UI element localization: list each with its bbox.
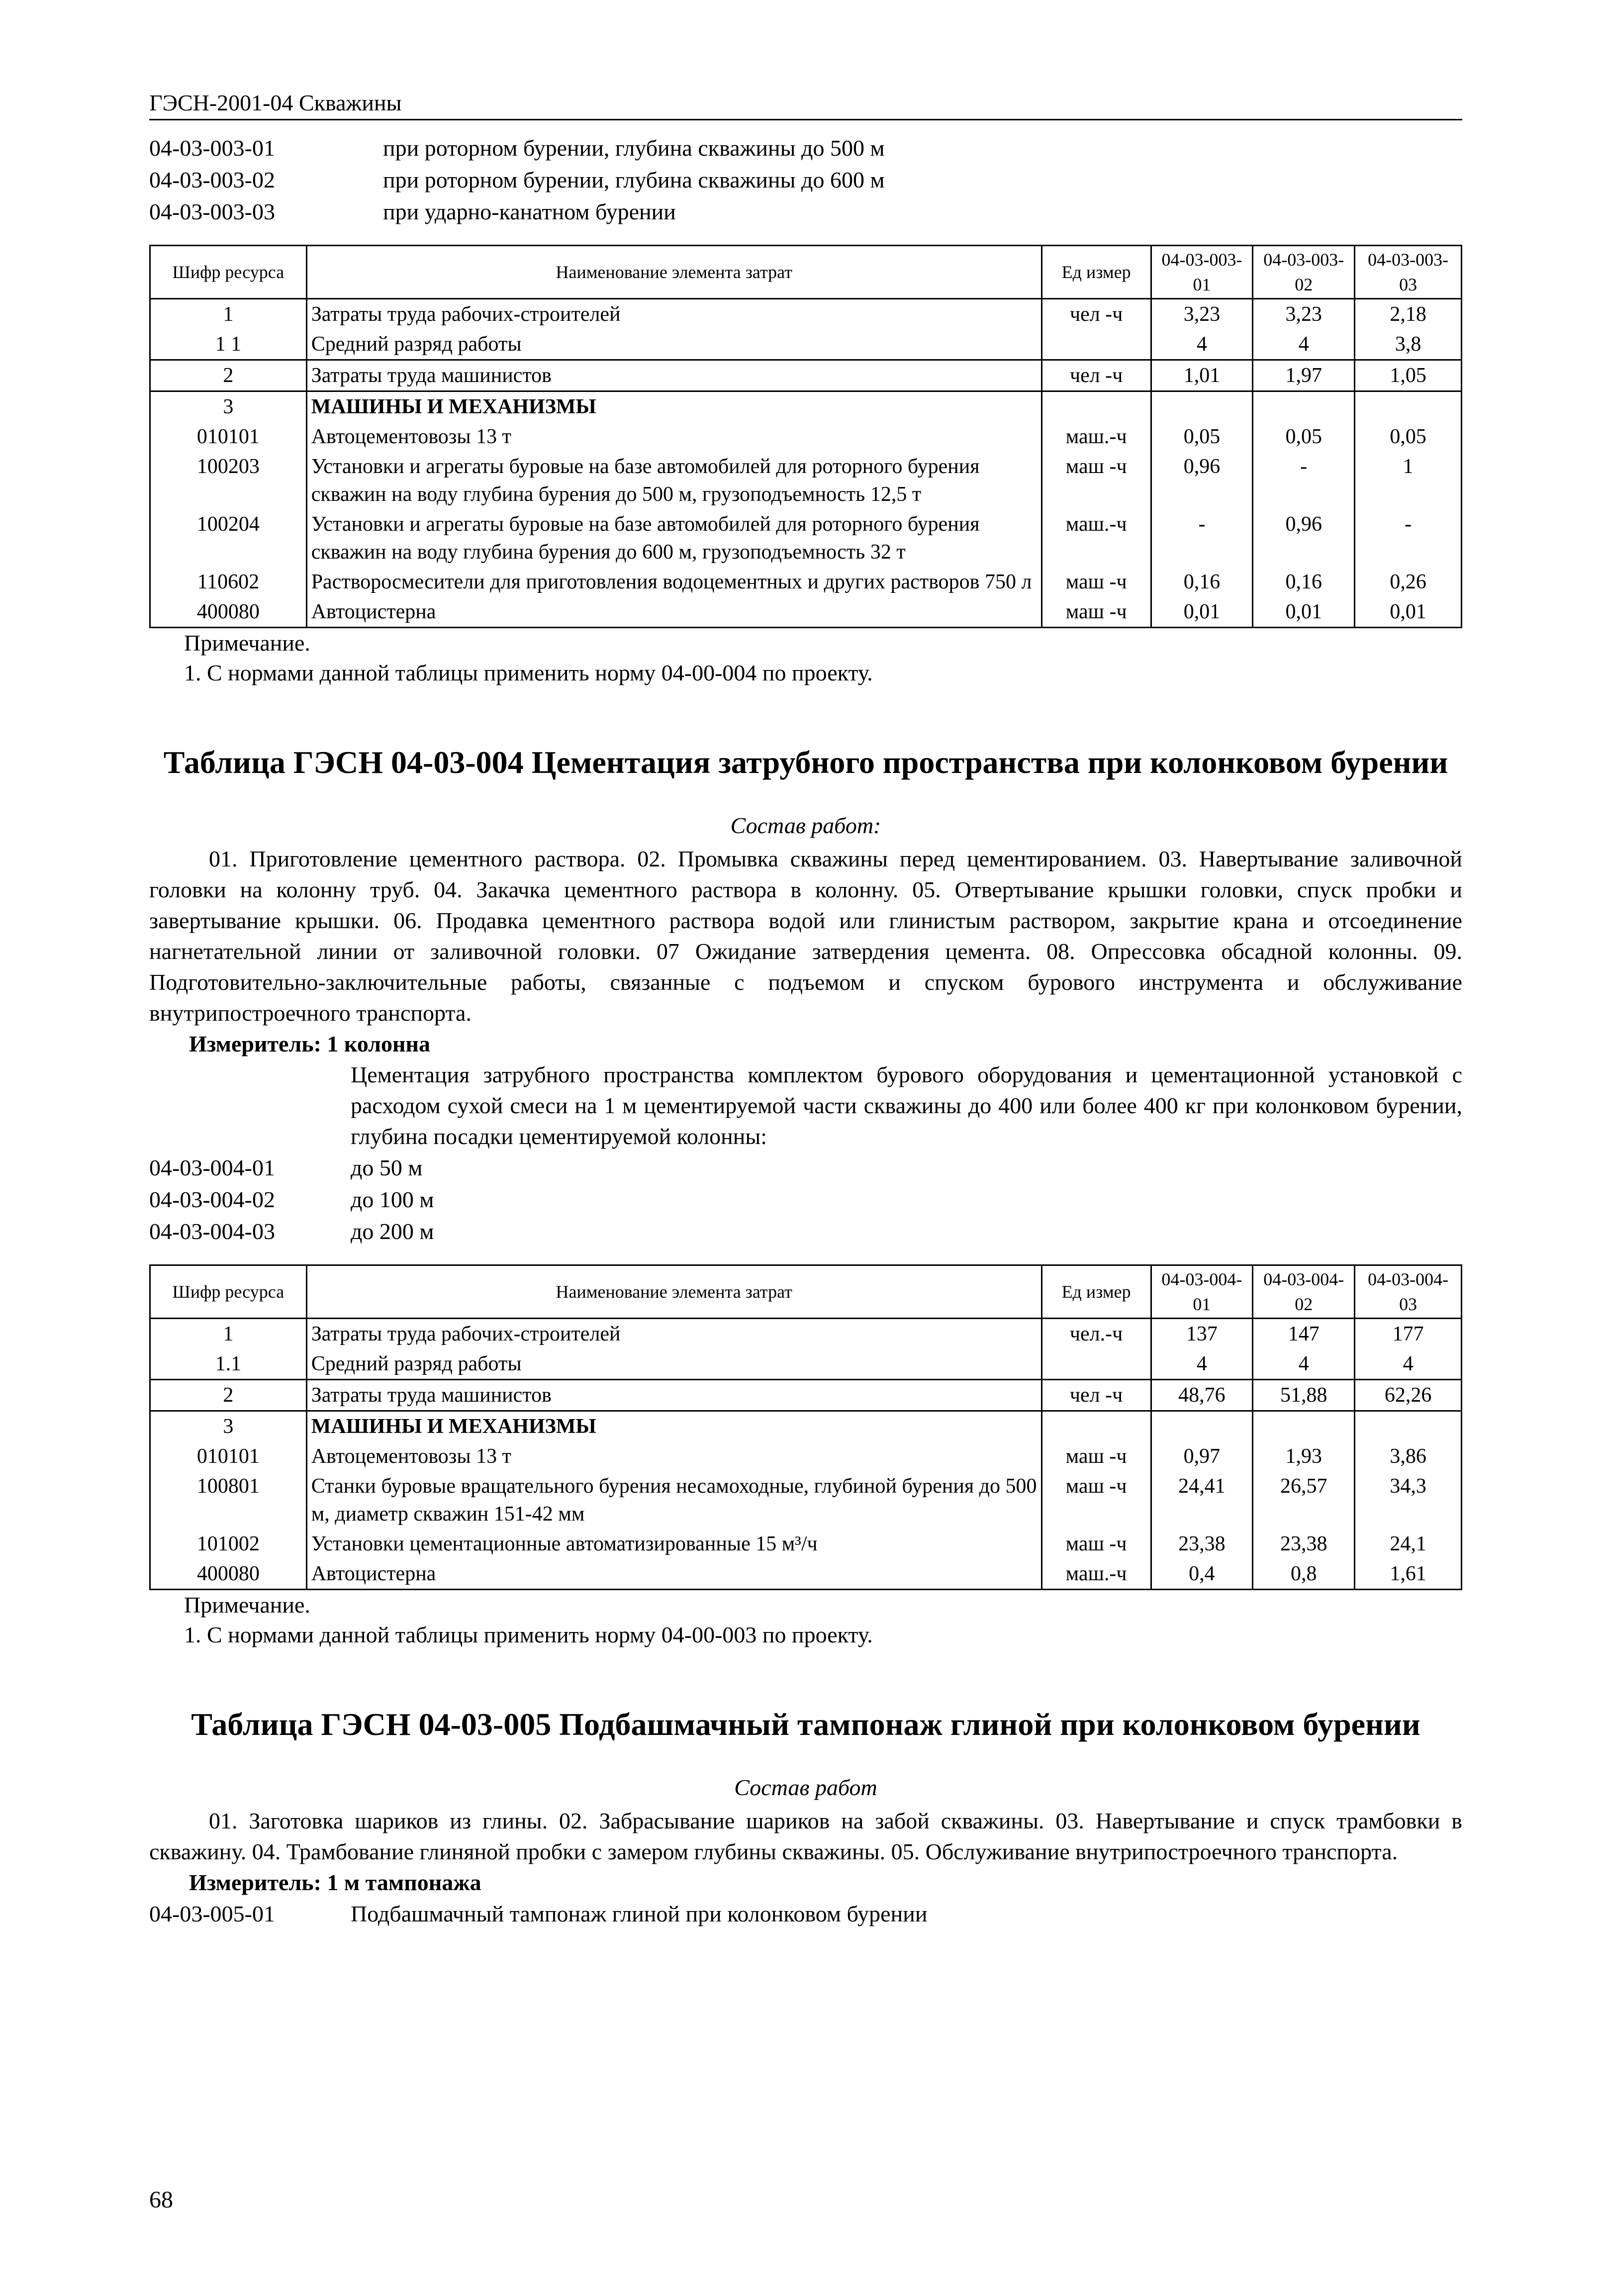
norm-desc: до 100 м [351, 1187, 434, 1212]
value-3: 34,3 [1355, 1471, 1462, 1529]
col-header: Шифр ресурса [150, 246, 307, 299]
col-header: 04-03-004-02 [1253, 1265, 1355, 1319]
col-header: 04-03-004-03 [1355, 1265, 1462, 1319]
norm-desc: при роторном бурении, глубина скважины до 500 м [383, 135, 885, 161]
resource-name: Установки цементационные автоматизированные 15 м³/ч [306, 1529, 1041, 1559]
table-row [150, 509, 1462, 567]
unit: чел -ч [1041, 1380, 1151, 1411]
resource-code: 2 [150, 1380, 307, 1411]
value-3 [1355, 1411, 1462, 1442]
value-2: 1,97 [1253, 360, 1355, 391]
resource-code: 100801 [150, 1471, 307, 1529]
resource-name: Средний разряд работы [306, 1349, 1041, 1380]
unit [1041, 391, 1151, 422]
table-row [150, 391, 1462, 422]
value-1: 0,01 [1151, 597, 1253, 628]
value-2 [1253, 391, 1355, 422]
value-1 [1151, 1411, 1253, 1442]
code-line [149, 1152, 1462, 1184]
resource-code: 1 [150, 1319, 307, 1349]
value-1: 137 [1151, 1319, 1253, 1349]
resource-name: МАШИНЫ И МЕХАНИЗМЫ [306, 391, 1041, 422]
table-header-row [150, 1265, 1462, 1319]
value-1: 23,38 [1151, 1529, 1253, 1559]
table-row [150, 1349, 1462, 1380]
norm-desc: Подбашмачный тампонаж глиной при колонковом бурении [351, 1901, 928, 1926]
meter-label: Измеритель: [189, 1870, 321, 1895]
table-row [150, 567, 1462, 597]
value-3: 2,18 [1355, 299, 1462, 330]
value-2: 4 [1253, 1349, 1355, 1380]
value-1: 48,76 [1151, 1380, 1253, 1411]
resource-code: 101002 [150, 1529, 307, 1559]
code-line [149, 132, 1462, 164]
resource-name: Установки и агрегаты буровые на базе автомобилей для роторного бурения скважин на воду глубина бурения до 600 м, грузоподъемность 32 т [306, 509, 1041, 567]
resource-name: Затраты труда машинистов [306, 360, 1041, 391]
unit: маш.-ч [1041, 1559, 1151, 1590]
note-text: 1. С нормами данной таблицы применить норму 04-00-004 по проекту. [184, 660, 873, 685]
value-3: 4 [1355, 1349, 1462, 1380]
value-3: 3,8 [1355, 329, 1462, 360]
value-3: 177 [1355, 1319, 1462, 1349]
table-header-row [150, 246, 1462, 299]
value-3: 24,1 [1355, 1529, 1462, 1559]
value-1: 0,4 [1151, 1559, 1253, 1590]
resource-name: Автоцементовозы 13 т [306, 422, 1041, 452]
resource-code: 010101 [150, 422, 307, 452]
value-1: 4 [1151, 1349, 1253, 1380]
value-3: 62,26 [1355, 1380, 1462, 1411]
value-1: 4 [1151, 329, 1253, 360]
block1-code-list [149, 132, 1462, 228]
unit: маш.-ч [1041, 509, 1151, 567]
value-3: 1 [1355, 452, 1462, 509]
norm-desc: до 200 м [351, 1219, 434, 1244]
table-row [150, 1411, 1462, 1442]
resource-code: 3 [150, 1411, 307, 1442]
value-3: 0,26 [1355, 567, 1462, 597]
norm-desc: при роторном бурении, глубина скважины до 600 м [383, 167, 885, 192]
resource-code: 110602 [150, 567, 307, 597]
value-2: - [1253, 452, 1355, 509]
resource-table-003 [149, 245, 1462, 628]
resource-name: Затраты труда рабочих-строителей [306, 299, 1041, 330]
value-1 [1151, 391, 1253, 422]
value-2: 51,88 [1253, 1380, 1355, 1411]
value-2: 0,96 [1253, 509, 1355, 567]
resource-code: 1 [150, 299, 307, 330]
note-title: Примечание. [184, 1592, 310, 1618]
note-title: Примечание. [184, 630, 310, 656]
resource-name: Растворосмесители для приготовления водоцементных и других растворов 750 л [306, 567, 1041, 597]
norm-code: 04-03-004-02 [149, 1187, 275, 1212]
table-row [150, 597, 1462, 628]
col-header: 04-03-004-01 [1151, 1265, 1253, 1319]
unit: маш -ч [1041, 1441, 1151, 1471]
value-1: 1,01 [1151, 360, 1253, 391]
resource-name: Станки буровые вращательного бурения несамоходные, глубиной бурения до 500 м, диаметр скважин 151-42 мм [306, 1471, 1041, 1529]
col-header: Наименование элемента затрат [306, 1265, 1041, 1319]
value-2: 3,23 [1253, 299, 1355, 330]
value-2: 26,57 [1253, 1471, 1355, 1529]
norm-code: 04-03-003-02 [149, 167, 275, 192]
composition-title: Состав работ [734, 1775, 877, 1800]
value-2: 0,16 [1253, 567, 1355, 597]
resource-code: 1.1 [150, 1349, 307, 1380]
norm-code: 04-03-003-01 [149, 135, 275, 161]
value-3: - [1355, 509, 1462, 567]
unit: маш -ч [1041, 1529, 1151, 1559]
value-2: 1,93 [1253, 1441, 1355, 1471]
resource-code: 400080 [150, 597, 307, 628]
norm-description: Цементация затрубного пространства комплектом бурового оборудования и цементационной установкой с расходом сухой смеси на 1 м цементируемой части скважины до 400 или более 400 кг при колонковом бурении, глубина посадки цементируемой колонны: [351, 1062, 1462, 1149]
table-row [150, 360, 1462, 391]
table-row [150, 1319, 1462, 1349]
unit: маш -ч [1041, 567, 1151, 597]
block2-code-list [149, 1152, 1462, 1247]
value-2 [1253, 1411, 1355, 1442]
col-header: Шифр ресурса [150, 1265, 307, 1319]
resource-code: 1 1 [150, 329, 307, 360]
resource-name: МАШИНЫ И МЕХАНИЗМЫ [306, 1411, 1041, 1442]
value-2: 0,05 [1253, 422, 1355, 452]
value-3 [1355, 391, 1462, 422]
unit [1041, 1349, 1151, 1380]
value-1: 0,97 [1151, 1441, 1253, 1471]
col-header: Ед измер [1041, 246, 1151, 299]
resource-code: 100204 [150, 509, 307, 567]
resource-code: 3 [150, 391, 307, 422]
table-row [150, 329, 1462, 360]
meter-line [149, 1029, 1462, 1059]
table-title-004: Таблица ГЭСН 04-03-004 Цементация затрубного пространства при колонковом бурении [163, 745, 1448, 780]
col-header: Наименование элемента затрат [306, 246, 1041, 299]
unit: маш -ч [1041, 597, 1151, 628]
composition-text: 01. Заготовка шариков из глины. 02. Забрасывание шариков на забой скважины. 03. Навертывание и спуск трамбовки в скважину. 04. Трамбование глиняной пробки с замером глубины скважины. 05. Обслуживание внутрипостроечного транспорта. [149, 1808, 1462, 1864]
code-line [149, 196, 1462, 228]
value-2: 4 [1253, 329, 1355, 360]
value-3: 1,05 [1355, 360, 1462, 391]
meter-label: Измеритель: [189, 1031, 321, 1056]
norm-desc: при ударно-канатном бурении [383, 199, 676, 224]
code-line [149, 1216, 1462, 1247]
value-2: 0,01 [1253, 597, 1355, 628]
table-row [150, 1559, 1462, 1590]
code-line [149, 164, 1462, 196]
code-line [149, 1184, 1462, 1216]
table-row [150, 1471, 1462, 1529]
unit [1041, 1411, 1151, 1442]
code-line [149, 1898, 1462, 1930]
value-2: 0,8 [1253, 1559, 1355, 1590]
value-1: 0,16 [1151, 567, 1253, 597]
col-header: 04-03-003-02 [1253, 246, 1355, 299]
unit [1041, 329, 1151, 360]
unit: маш -ч [1041, 452, 1151, 509]
table-row [150, 452, 1462, 509]
running-head: ГЭСН-2001-04 Скважины [149, 90, 1462, 120]
norm-code: 04-03-005-01 [149, 1901, 275, 1926]
norm-code: 04-03-004-03 [149, 1219, 275, 1244]
resource-code: 2 [150, 360, 307, 391]
unit: чел -ч [1041, 360, 1151, 391]
value-3: 0,05 [1355, 422, 1462, 452]
resource-table-004 [149, 1264, 1462, 1590]
value-2: 147 [1253, 1319, 1355, 1349]
table-row [150, 422, 1462, 452]
col-header: Ед измер [1041, 1265, 1151, 1319]
value-1: 0,96 [1151, 452, 1253, 509]
unit: чел.-ч [1041, 1319, 1151, 1349]
resource-name: Средний разряд работы [306, 329, 1041, 360]
document-page [149, 90, 1462, 1930]
value-1: - [1151, 509, 1253, 567]
page-number: 68 [149, 2187, 173, 2213]
table-row [150, 1380, 1462, 1411]
resource-name: Затраты труда машинистов [306, 1380, 1041, 1411]
value-2: 23,38 [1253, 1529, 1355, 1559]
resource-name: Установки и агрегаты буровые на базе автомобилей для роторного бурения скважин на воду глубина бурения до 500 м, грузоподъемность 12,5 т [306, 452, 1041, 509]
table-row [150, 1529, 1462, 1559]
col-header: 04-03-003-03 [1355, 246, 1462, 299]
col-header: 04-03-003-01 [1151, 246, 1253, 299]
table-row [150, 299, 1462, 330]
norm-desc: до 50 м [351, 1155, 423, 1180]
resource-name: Затраты труда рабочих-строителей [306, 1319, 1041, 1349]
value-3: 3,86 [1355, 1441, 1462, 1471]
value-1: 0,05 [1151, 422, 1253, 452]
table-row [150, 1441, 1462, 1471]
unit: маш -ч [1041, 1471, 1151, 1529]
resource-name: Автоцистерна [306, 597, 1041, 628]
value-1: 24,41 [1151, 1471, 1253, 1529]
norm-code: 04-03-003-03 [149, 199, 275, 224]
value-1: 3,23 [1151, 299, 1253, 330]
meter-value: 1 м тампонажа [327, 1870, 481, 1895]
note-text: 1. С нормами данной таблицы применить норму 04-00-003 по проекту. [184, 1622, 873, 1647]
meter-value: 1 колонна [327, 1031, 431, 1056]
value-3: 1,61 [1355, 1559, 1462, 1590]
resource-name: Автоцементовозы 13 т [306, 1441, 1041, 1471]
value-3: 0,01 [1355, 597, 1462, 628]
table-title-005: Таблица ГЭСН 04-03-005 Подбашмачный тампонаж глиной при колонковом бурении [191, 1707, 1420, 1742]
norm-code: 04-03-004-01 [149, 1155, 275, 1180]
resource-code: 010101 [150, 1441, 307, 1471]
resource-code: 400080 [150, 1559, 307, 1590]
unit: маш.-ч [1041, 422, 1151, 452]
resource-name: Автоцистерна [306, 1559, 1041, 1590]
meter-line [149, 1867, 1462, 1898]
composition-title: Состав работ: [730, 813, 881, 838]
resource-code: 100203 [150, 452, 307, 509]
composition-text: 01. Приготовление цементного раствора. 02. Промывка скважины перед цементированием. 03. Навертывание заливочной головки на колонну труб. 04. Закачка цементного раствора в колонну. 05. Отвертывание крышки головки, спуск пробки и завертывание крышки. 06. Продавка цементного раствора водой или глинистым раствором, закрытие крана и отсоединение нагнетательной линии от заливочной головки. 07 Ожидание затвердения цемента. 08. Опрессовка обсадной колонны. 09. Подготовительно-заключительные работы, связанные с подъемом и спуском бурового инструмента и обслуживание внутрипостроечного транспорта. [149, 846, 1462, 1026]
unit: чел -ч [1041, 299, 1151, 330]
